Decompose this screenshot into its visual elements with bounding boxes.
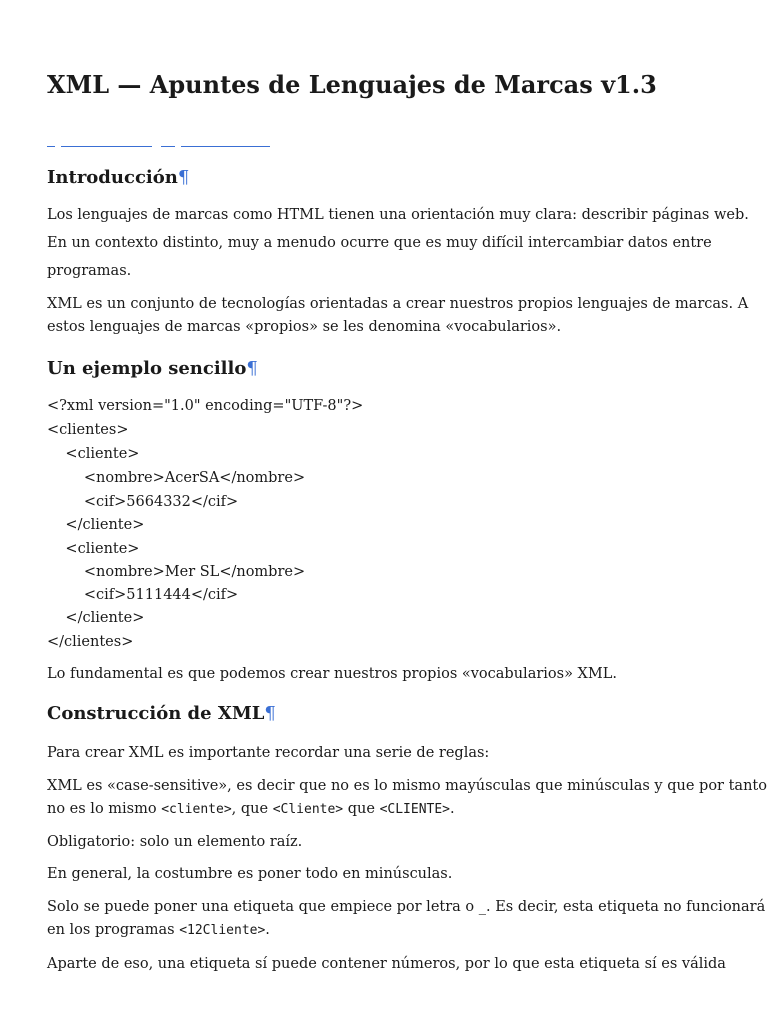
permalink-introduccion[interactable]: ¶: [177, 167, 190, 188]
permalink-ejemplo[interactable]: ¶: [246, 358, 258, 379]
code-line: <cliente>: [47, 541, 140, 557]
construction-paragraph-2-line-1: XML es «case-sensitive», es decir que no es lo mismo mayúsculas que minúsculas y que por tanto: [47, 778, 767, 794]
code-line: <nombre>Mer SL</nombre>: [47, 564, 306, 580]
construction-paragraph-5-line-2: en los programas <12Cliente>.: [47, 922, 270, 938]
code-line: <cif>5111444</cif>: [47, 587, 239, 603]
intro-paragraph-2-line-2: programas.: [47, 263, 132, 279]
permalink-construccion[interactable]: ¶: [264, 703, 276, 724]
heading-introduccion: Introducción¶: [47, 167, 190, 188]
inline-code: <cliente>: [161, 802, 232, 817]
heading-construccion: Construcción de XML¶: [47, 703, 276, 724]
code-line: </clientes>: [47, 634, 134, 650]
construction-paragraph-1: Para crear XML es importante recordar una serie de reglas:: [47, 745, 490, 761]
heading-ejemplo: Un ejemplo sencillo¶: [47, 358, 258, 379]
construction-paragraph-3: Obligatorio: solo un elemento raíz.: [47, 834, 303, 850]
code-line: <nombre>AcerSA</nombre>: [47, 470, 306, 486]
intro-paragraph-2-line-1: En un contexto distinto, muy a menudo ocurre que es muy difícil intercambiar datos entre: [47, 235, 712, 251]
code-line: <clientes>: [47, 422, 129, 438]
code-line: <cliente>: [47, 446, 140, 462]
construction-paragraph-6: Aparte de eso, una etiqueta sí puede contener números, por lo que esta etiqueta sí es válida: [47, 956, 726, 972]
toc-link-2[interactable]: [61, 146, 152, 147]
code-line: </cliente>: [47, 517, 145, 533]
code-line: </cliente>: [47, 610, 145, 626]
toc-link-3[interactable]: [161, 146, 175, 147]
construction-paragraph-4: En general, la costumbre es poner todo en minúsculas.: [47, 866, 453, 882]
toc-link-1[interactable]: [47, 146, 55, 147]
inline-code: <12Cliente>: [179, 923, 266, 938]
example-conclusion: Lo fundamental es que podemos crear nuestros propios «vocabularios» XML.: [47, 666, 617, 682]
inline-code: <Cliente>: [272, 802, 344, 817]
intro-paragraph-3-line-2: estos lenguajes de marcas «propios» se les denomina «vocabularios».: [47, 319, 562, 335]
inline-code: <CLIENTE>: [379, 802, 451, 817]
toc-link-4[interactable]: [181, 146, 270, 147]
intro-paragraph-3-line-1: XML es un conjunto de tecnologías orientadas a crear nuestros propios lenguajes de marcas. A: [47, 296, 749, 312]
construction-paragraph-2-line-2: no es lo mismo <cliente>, que <Cliente> que <CLIENTE>.: [47, 801, 455, 817]
code-line: <?xml version="1.0" encoding="UTF-8"?>: [47, 398, 364, 414]
page-title: XML — Apuntes de Lenguajes de Marcas v1.3: [47, 70, 657, 99]
intro-paragraph-1: Los lenguajes de marcas como HTML tienen una orientación muy clara: describir páginas web.: [47, 207, 749, 223]
code-line: <cif>5664332</cif>: [47, 494, 239, 510]
construction-paragraph-5-line-1: Solo se puede poner una etiqueta que empiece por letra o _. Es decir, esta etiqueta no funcionará: [47, 899, 766, 915]
